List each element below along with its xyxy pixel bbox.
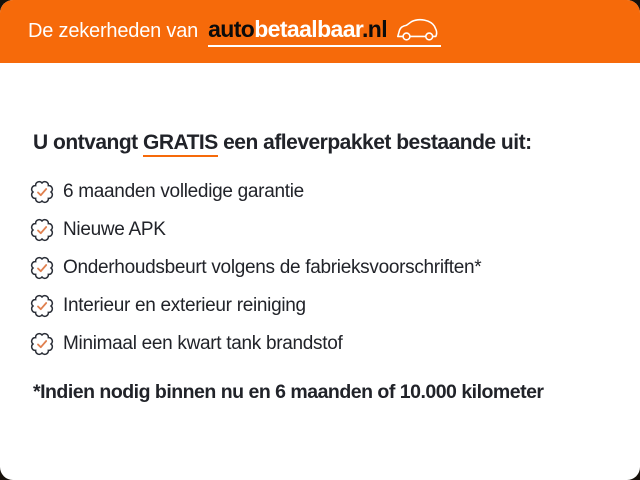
list-item-label: Nieuwe APK [63,219,166,240]
brand-logo-text [208,18,387,41]
footnote: *Indien nodig binnen nu en 6 maanden of 10.000 kilometer [33,381,544,403]
logo-part-nl: .nl [362,16,388,42]
list-item [30,332,607,356]
car-outline-icon [395,16,441,44]
header-banner [0,0,640,63]
heading-suffix: een afleverpakket bestaande uit: [217,131,532,154]
badge-check-icon [30,332,54,356]
logo-part-auto: auto [208,16,255,42]
list-item [30,294,607,318]
badge-check-icon [30,256,54,280]
logo-part-betaalbaar: betaalbaar [254,16,363,42]
brand-logo[interactable] [208,16,441,47]
content-area [0,131,640,404]
badge-check-icon [30,218,54,242]
list-item-label: Interieur en exterieur reiniging [63,295,306,316]
list-item-label: 6 maanden volledige garantie [63,181,304,202]
list-item [30,180,607,204]
heading-prefix: U ontvangt [33,131,143,154]
header-title: De zekerheden van [28,20,199,42]
badge-check-icon [30,180,54,204]
badge-check-icon [30,294,54,318]
benefits-checklist [30,180,607,356]
list-item-label: Minimaal een kwart tank brandstof [63,333,343,354]
list-item-label: Onderhoudsbeurt volgens de fabrieksvoorschriften* [63,257,482,278]
heading-highlight-gratis: GRATIS [143,131,218,157]
list-item [30,256,607,280]
list-item [30,218,607,242]
page-title [33,131,607,155]
